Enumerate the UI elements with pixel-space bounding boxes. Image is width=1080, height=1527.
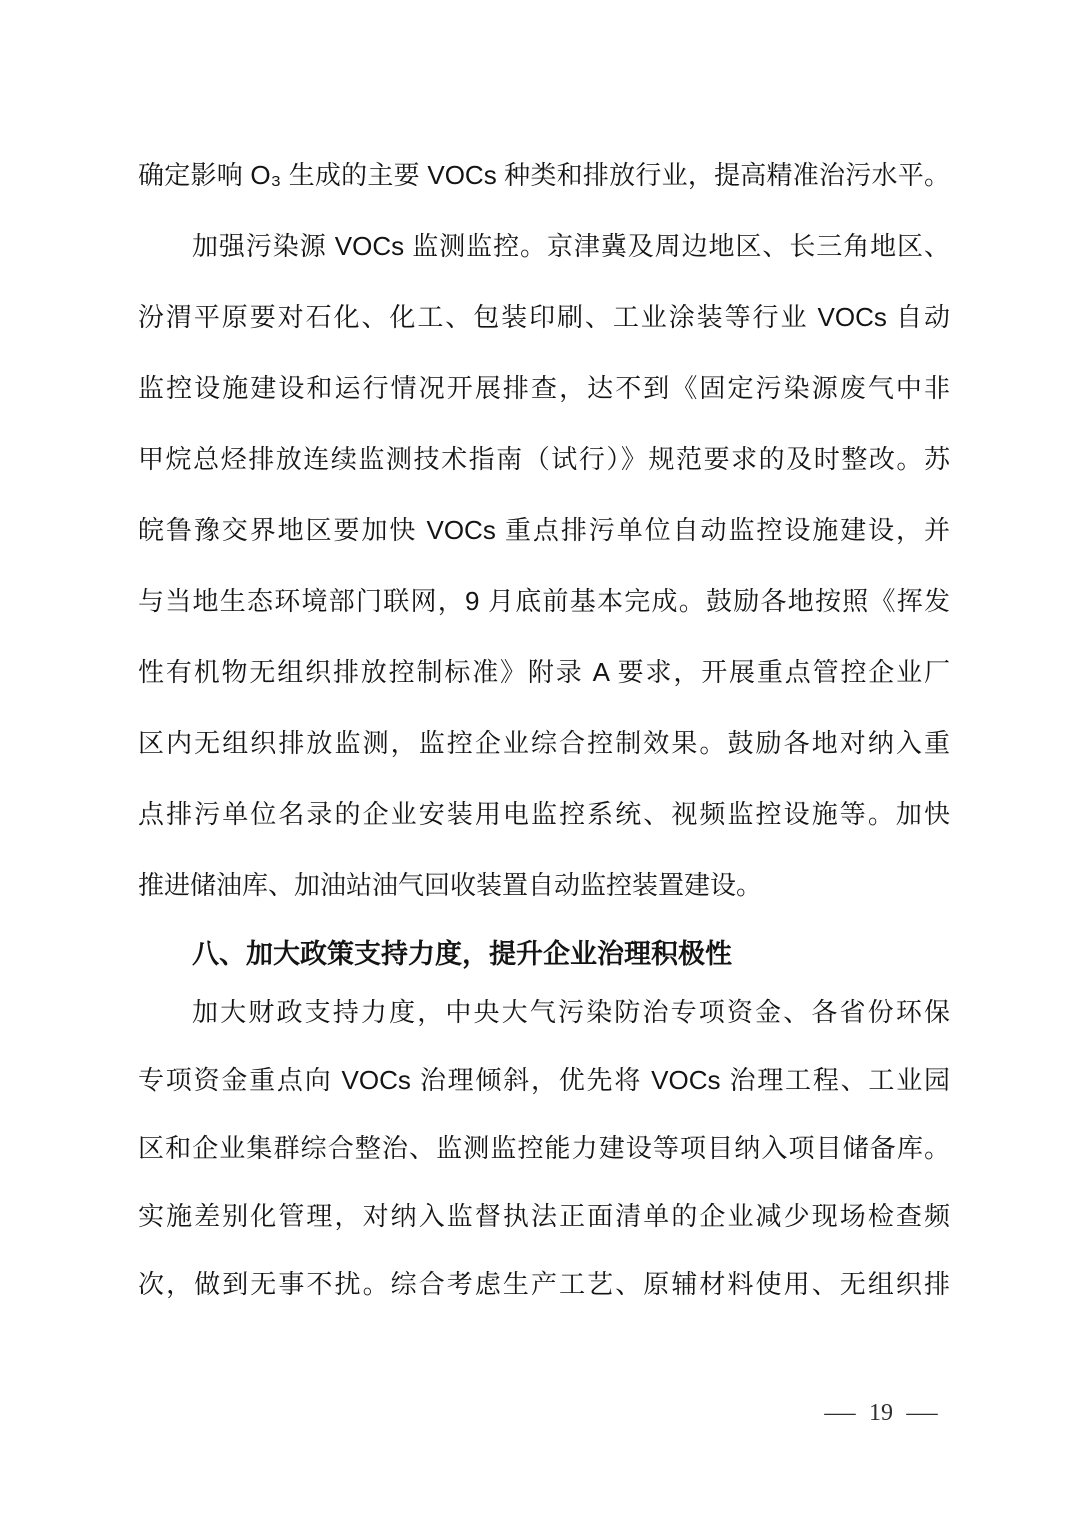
text-line: 汾渭平原要对石化、化工、包装印刷、工业涂装等行业 VOCs 自动 [138, 302, 950, 332]
text-line: 性有机物无组织排放控制标准》附录 A 要求，开展重点管控企业厂 [138, 657, 950, 687]
section-heading: 八、加大政策支持力度，提升企业治理积极性 [192, 939, 732, 969]
page-number: 19 [869, 1400, 893, 1426]
text-line: 专项资金重点向 VOCs 治理倾斜，优先将 VOCs 治理工程、工业园 [138, 1065, 950, 1095]
paragraph-continuation [138, 140, 950, 211]
text-line: 与当地生态环境部门联网，9 月底前基本完成。鼓励各地按照《挥发 [138, 586, 950, 616]
page-number-dash-left: — [824, 1400, 856, 1426]
page-number-dash-right: — [906, 1400, 938, 1426]
section-heading-container [138, 926, 950, 982]
text-line: 次，做到无事不扰。综合考虑生产工艺、原辅材料使用、无组织排 [138, 1269, 950, 1299]
text-line: 确定影响 O₃ 生成的主要 VOCs 种类和排放行业，提高精准治污水平。 [138, 160, 950, 190]
page-footer [824, 1400, 938, 1427]
text-line: 皖鲁豫交界地区要加快 VOCs 重点排污单位自动监控设施建设，并 [138, 515, 950, 545]
text-line: 推进储油库、加油站油气回收装置自动监控装置建设。 [138, 870, 763, 900]
text-line: 区和企业集群综合整治、监测监控能力建设等项目纳入项目储备库。 [138, 1133, 950, 1163]
text-line: 甲烷总烃排放连续监测技术指南（试行）》规范要求的及时整改。苏 [138, 444, 950, 474]
paragraph-monitoring [138, 211, 950, 921]
text-line: 区内无组织排放监测，监控企业综合控制效果。鼓励各地对纳入重 [138, 728, 950, 758]
paragraph-policy-support [138, 978, 950, 1318]
text-line: 点排污单位名录的企业安装用电监控系统、视频监控设施等。加快 [138, 799, 950, 829]
text-line: 加强污染源 VOCs 监测监控。京津冀及周边地区、长三角地区、 [192, 231, 950, 261]
text-line: 实施差别化管理，对纳入监督执法正面清单的企业减少现场检查频 [138, 1201, 950, 1231]
text-line: 监控设施建设和运行情况开展排查，达不到《固定污染源废气中非 [138, 373, 950, 403]
text-line: 加大财政支持力度，中央大气污染防治专项资金、各省份环保 [192, 997, 950, 1027]
